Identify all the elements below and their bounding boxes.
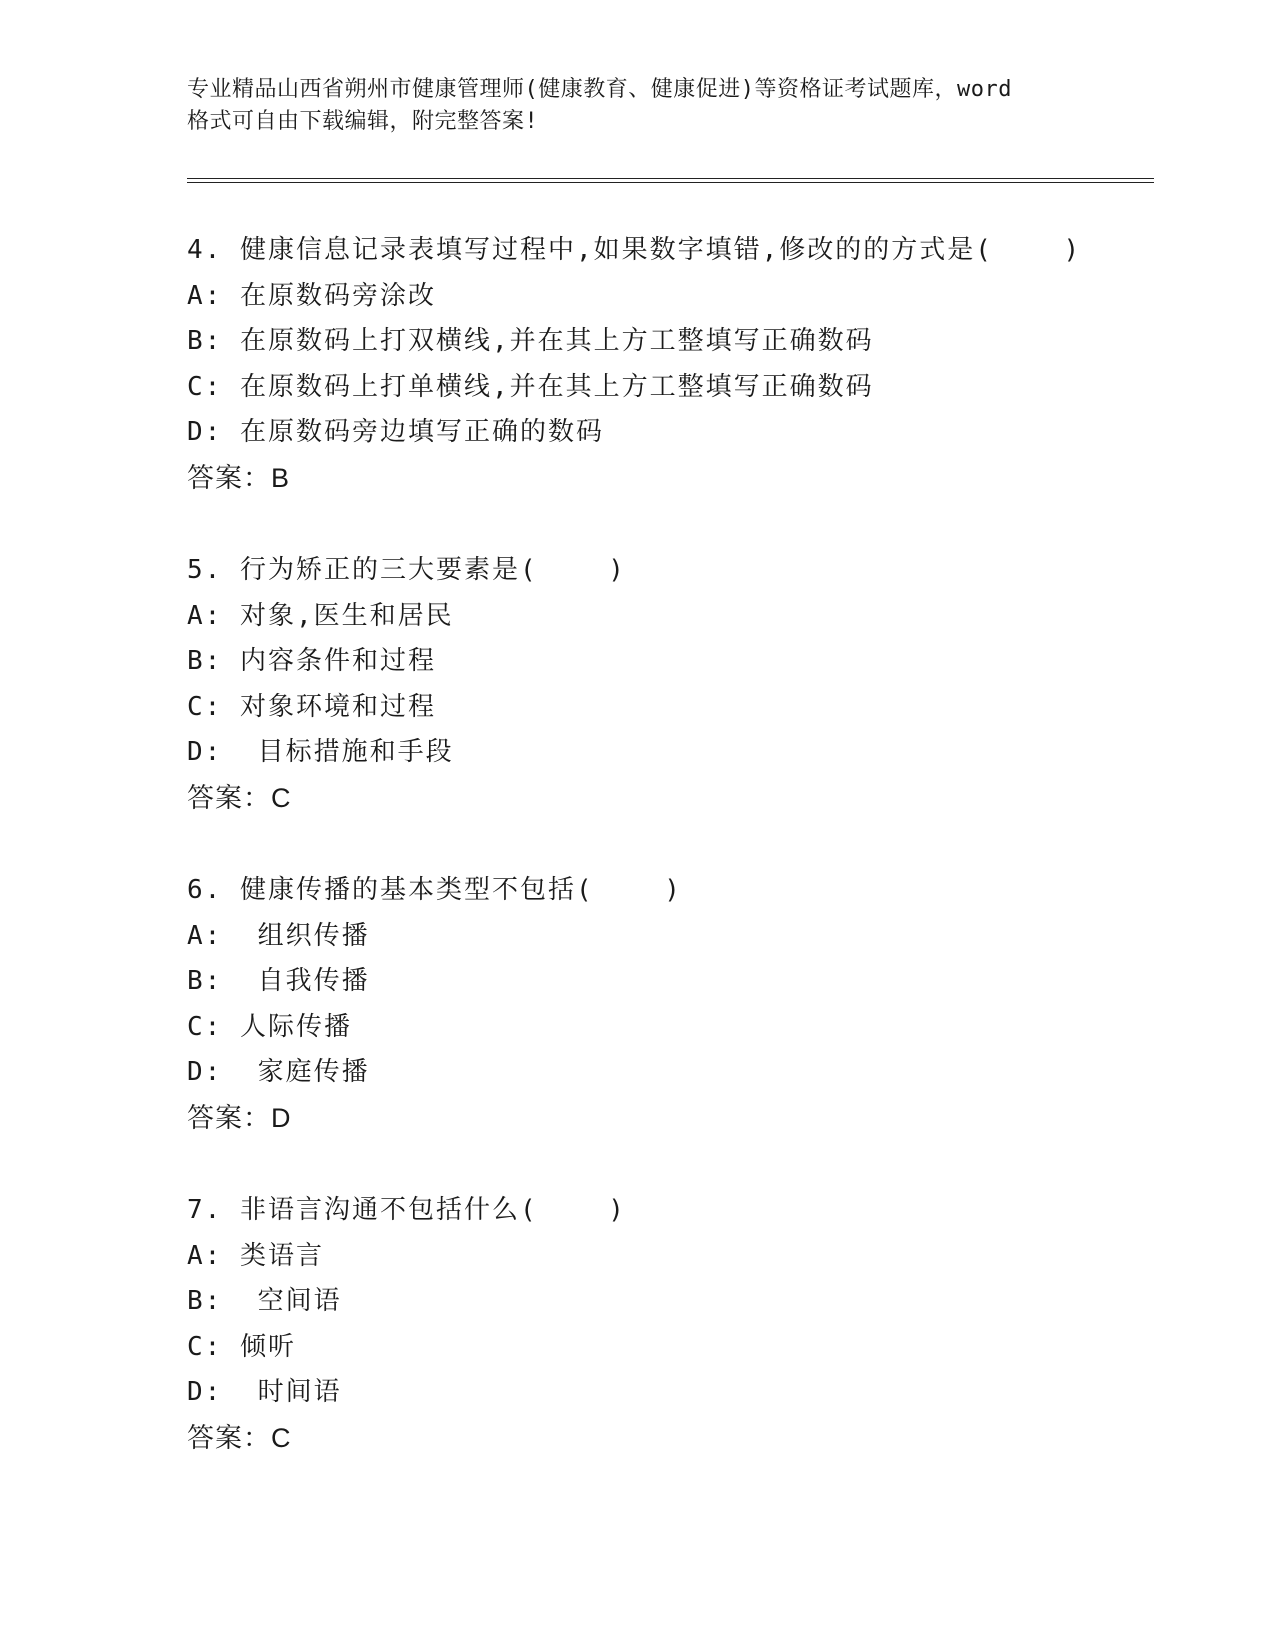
- question-stem: 6. 健康传播的基本类型不包括( ): [187, 875, 682, 905]
- option-a: A: 组织传播: [187, 921, 370, 951]
- option-d: D: 家庭传播: [187, 1057, 370, 1087]
- option-b: B: 自我传播: [187, 966, 370, 996]
- question-6: [187, 873, 1187, 1193]
- question-7: [187, 1193, 1187, 1513]
- option-b: B: 在原数码上打双横线,并在其上方工整填写正确数码: [187, 326, 874, 356]
- question-list: [187, 233, 1187, 1513]
- option-a: A: 在原数码旁涂改: [187, 281, 436, 311]
- document-header: [187, 74, 1087, 138]
- header-line-2: 格式可自由下载编辑，附完整答案!: [187, 109, 539, 134]
- header-divider: [187, 178, 1154, 183]
- option-d: D: 时间语: [187, 1377, 342, 1407]
- option-b: B: 内容条件和过程: [187, 646, 436, 676]
- option-c: C: 对象环境和过程: [187, 692, 436, 722]
- option-b: B: 空间语: [187, 1286, 342, 1316]
- option-d: D: 在原数码旁边填写正确的数码: [187, 417, 604, 447]
- option-c: C: 倾听: [187, 1332, 296, 1362]
- question-4: [187, 233, 1187, 553]
- answer-label: 答案：B: [187, 463, 291, 493]
- question-5: [187, 553, 1187, 873]
- option-a: A: 对象,医生和居民: [187, 601, 454, 631]
- option-c: C: 人际传播: [187, 1012, 352, 1042]
- question-stem: 4. 健康信息记录表填写过程中,如果数字填错,修改的的方式是( ): [187, 235, 1082, 265]
- header-line-1: 专业精品山西省朔州市健康管理师(健康教育、健康促进)等资格证考试题库，word: [187, 77, 1012, 102]
- question-stem: 7. 非语言沟通不包括什么( ): [187, 1195, 626, 1225]
- answer-label: 答案：C: [187, 783, 292, 813]
- option-d: D: 目标措施和手段: [187, 737, 454, 767]
- answer-label: 答案：D: [187, 1103, 292, 1133]
- option-c: C: 在原数码上打单横线,并在其上方工整填写正确数码: [187, 372, 874, 402]
- option-a: A: 类语言: [187, 1241, 324, 1271]
- answer-label: 答案：C: [187, 1423, 292, 1453]
- question-stem: 5. 行为矫正的三大要素是( ): [187, 555, 626, 585]
